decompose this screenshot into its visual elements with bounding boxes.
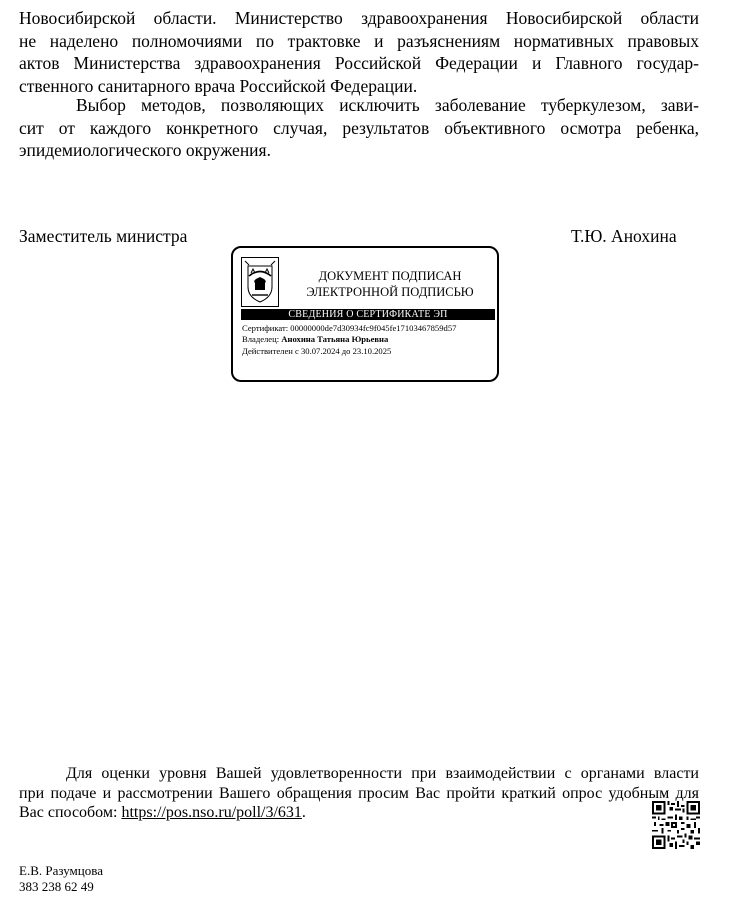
stamp-title-line: ДОКУМЕНТ ПОДПИСАН (318, 269, 462, 283)
text-line: Выбор методов, позволяющих исключить заболевание туберкулезом, зави- (76, 95, 699, 115)
paragraph-ministry-authority (19, 7, 699, 97)
owner-value: Анохина Татьяна Юрьевна (281, 334, 389, 344)
survey-text: Вас способом: (19, 804, 122, 821)
owner-label: Владелец: (242, 334, 280, 344)
certificate-value: 00000000de7d30934fc9f045fe17103467859d57 (290, 323, 457, 333)
text-line: актов Министерства здравоохранения Российской Федерации и Главного государ- (19, 53, 699, 74)
text-line: Новосибирской области. Министерство здравоохранения Новосибирской области (19, 8, 699, 28)
survey-link[interactable]: https://pos.nso.ru/poll/3/631 (121, 804, 302, 821)
executor-name: Е.В. Разумцова (19, 863, 103, 878)
stamp-title-line: ЭЛЕКТРОННОЙ ПОДПИСЬЮ (306, 285, 474, 299)
survey-note (19, 764, 699, 823)
executor-phone: 383 238 62 49 (19, 879, 94, 894)
certificate-info-bar: СВЕДЕНИЯ О СЕРТИФИКАТЕ ЭП (241, 309, 495, 320)
text-line: ственного санитарного врача Российской Федерации. (19, 75, 418, 96)
coat-of-arms-icon (241, 257, 279, 307)
validity-row: Действителен с 30.07.2024 до 23.10.2025 (242, 346, 392, 356)
signatory-role: Заместитель министра (19, 226, 188, 246)
text-line: эпидемиологического окружения. (19, 140, 271, 161)
owner-row (242, 334, 388, 344)
text-line: не наделено полномочиями по трактовке и разъяснениям нормативных правовых (19, 30, 699, 51)
text-line (19, 803, 699, 823)
survey-text-end: . (301, 804, 306, 821)
stamp-title (285, 268, 495, 300)
executor-info (19, 863, 103, 895)
text-line: сит от каждого конкретного случая, результатов объективного осмотра ребенка, (19, 117, 699, 138)
certificate-row (242, 323, 456, 333)
signatory-name: Т.Ю. Анохина (571, 226, 677, 246)
text-line: при подаче и рассмотрении Вашего обращения просим Вас пройти краткий опрос удобным для (19, 784, 699, 802)
text-line: Для оценки уровня Вашей удовлетворенности при взаимодействии с органами власти (66, 765, 699, 782)
certificate-label: Сертификат: (242, 323, 289, 333)
electronic-signature-stamp (231, 246, 499, 382)
qr-code-icon[interactable] (652, 801, 700, 849)
paragraph-method-choice (19, 94, 699, 162)
